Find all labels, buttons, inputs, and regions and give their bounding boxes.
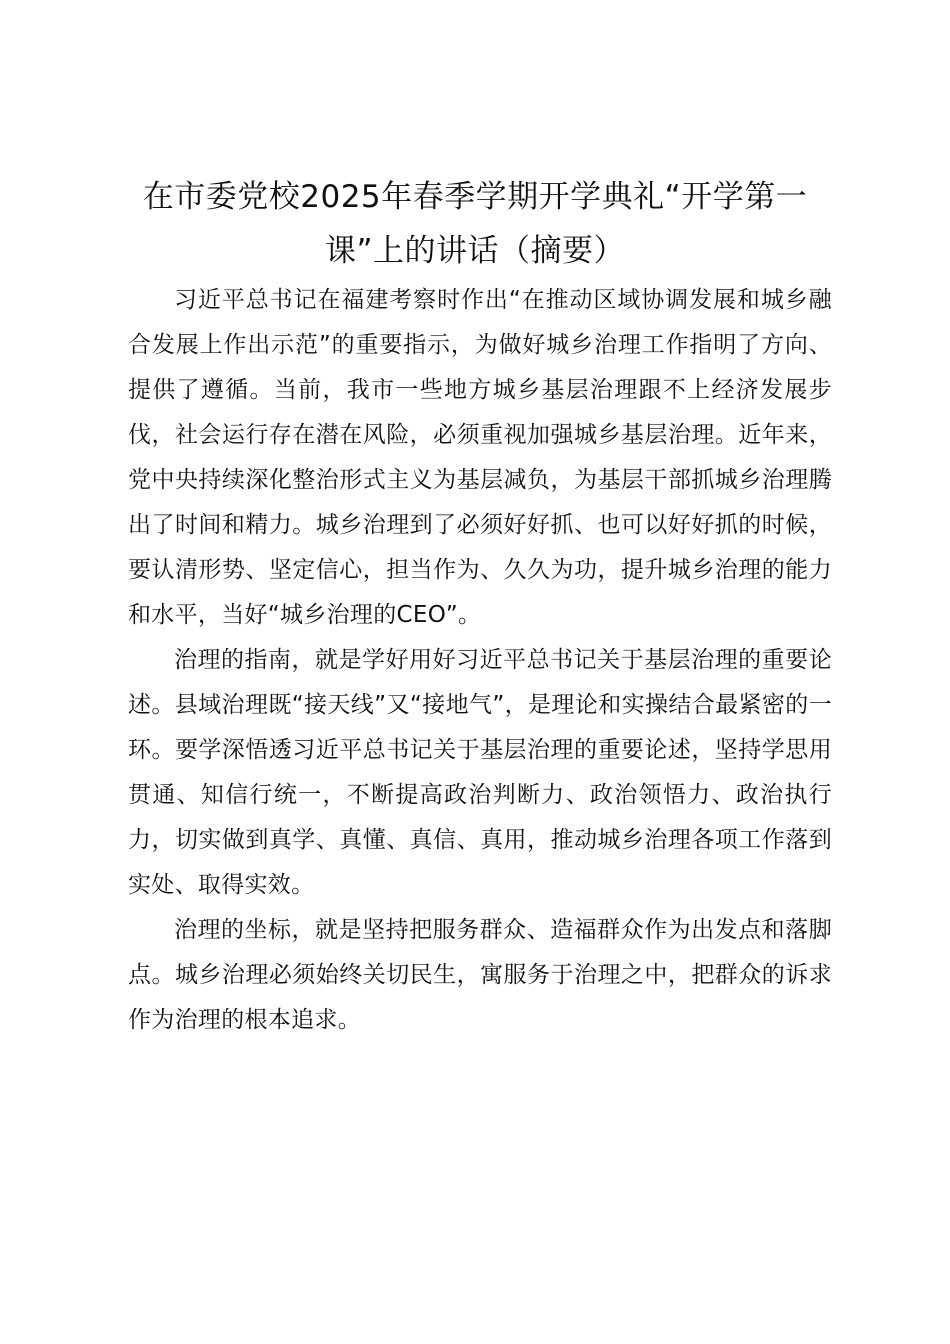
paragraph-2: 治理的指南，就是学好用好习近平总书记关于基层治理的重要论述。县域治理既“接天线”又“接地气”，是理论和实操结合最紧密的一环。要学深悟透习近平总书记关于基层治理的重要论述，坚持学思用贯通、知信行统一，不断提高政治判断力、政治领悟力、政治执行力，切实做到真学、真懂、真信、真用，推动城乡治理各项工作落到实处、取得实效。 bbox=[128, 647, 832, 898]
document-title: 在市委党校2025年春季学期开学典礼“开学第一课”上的讲话（摘要） bbox=[142, 179, 808, 269]
paragraph-3: 治理的坐标，就是坚持把服务群众、造福群众作为出发点和落脚点。城乡治理必须始终关切民生，寓服务于治理之中，把群众的诉求作为治理的根本追求。 bbox=[128, 917, 832, 1033]
document-body bbox=[128, 278, 832, 1043]
paragraph-1: 习近平总书记在福建考察时作出“在推动区域协调发展和城乡融合发展上作出示范”的重要指示，为做好城乡治理工作指明了方向、提供了遵循。当前，我市一些地方城乡基层治理跟不上经济发展步伐，社会运行存在潜在风险，必须重视加强城乡基层治理。近年来，党中央持续深化整治形式主义为基层减负，为基层干部抓城乡治理腾出了时间和精力。城乡治理到了必须好好抓、也可以好好抓的时候，要认清形势、坚定信心，担当作为、久久为功，提升城乡治理的能力和水平，当好“城乡治理的CEO”。 bbox=[128, 287, 832, 628]
